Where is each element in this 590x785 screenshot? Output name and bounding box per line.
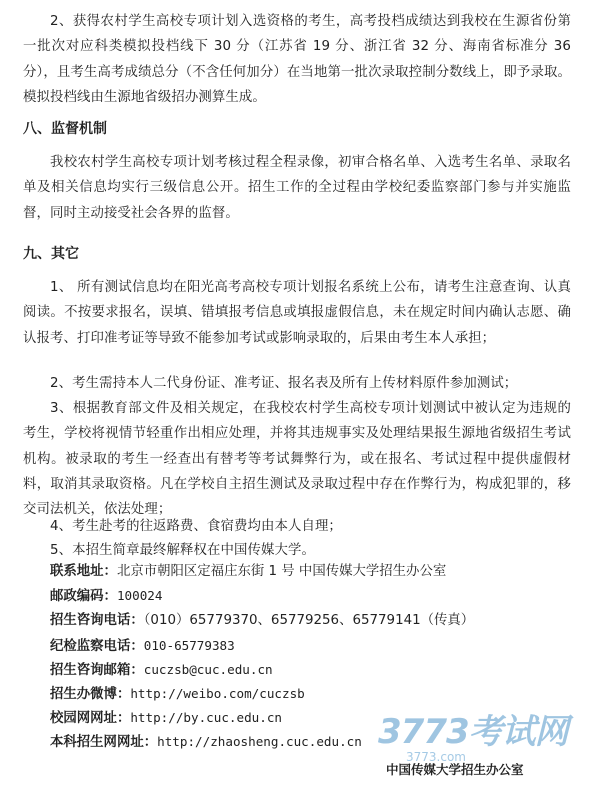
section-9-item-1: 1、 所有测试信息均在阳光高考高校专项计划报名系统上公布，请考生注意查询、认真阅读。不按要求报名，误填、错填报考信息或填报虚假信息，未在规定时间内确认志愿、确认报考、打印准考证等导致不能参加考试或影响录取的，后果由考生本人承担； [23, 280, 571, 346]
section-9-item-4: 4、考生赴考的往返路费、食宿费均由本人自理； [50, 519, 342, 534]
contact-label: 本科招生网网址： [50, 735, 158, 750]
section-9-heading: 九、其它 [23, 246, 79, 262]
section-8-heading: 八、监督机制 [23, 121, 107, 137]
contact-value: http://weibo.com/cuczsb [130, 686, 305, 701]
section-9-item-5: 5、本招生简章最终解释权在中国传媒大学。 [50, 543, 315, 558]
contact-label: 纪检监察电话： [50, 639, 144, 654]
section-9-item-2: 2、考生需持本人二代身份证、准考证、报名表及所有上传材料原件参加测试； [50, 376, 518, 391]
contact-campus-site [50, 708, 282, 729]
contact-phone [50, 611, 474, 631]
section-7-paragraph-2: 2、获得农村学生高校专项计划入选资格的考生，高考投档成绩达到我校在生源省份第一批次对应科类模拟投档线下 30 分（江苏省 19 分、浙江省 32 分、海南省标准分 36 分），且考生高考成绩总分（不含任何加分）在当地第一批次录取控制分数线上，即予录取。模拟投档线由生源地省级招办测算生成。 [23, 14, 571, 105]
contact-value: （010）65779370、65779256、65779141（传真） [143, 613, 475, 628]
watermark-domain: 3773.com [406, 750, 466, 764]
contact-weibo [50, 684, 305, 705]
contact-value: cuczsb@cuc.edu.cn [143, 662, 273, 677]
contact-label: 招生办微博： [50, 687, 131, 702]
watermark-brand: 3773考试网 [378, 712, 568, 752]
section-9-item-3: 3、根据教育部文件及相关规定，在我校农村学生高校专项计划测试中被认定为违规的考生，学校将视情节轻重作出相应处理，并将其违规事实及处理结果报生源地省级招生考试机构。被录取的考生一经查出有替考等考试舞弊行为，或在报名、考试过程中提供虚假材料，取消其录取资格。凡在学校自主招生测试及录取过程中存在作弊行为，构成犯罪的，移交司法机关，依法处理； [23, 401, 571, 518]
contact-label: 联系地址： [50, 564, 117, 579]
contact-value: http://zhaosheng.cuc.edu.cn [157, 734, 362, 749]
signature: 中国传媒大学招生办公室 [386, 762, 524, 777]
contact-label: 招生咨询电话： [50, 613, 144, 628]
contact-value: http://by.cuc.edu.cn [130, 710, 282, 725]
contact-discipline-phone [50, 636, 235, 657]
contact-postcode [50, 586, 162, 607]
contact-label: 邮政编码： [50, 589, 117, 604]
contact-label: 招生咨询邮箱： [50, 663, 144, 678]
contact-label: 校园网网址： [50, 711, 131, 726]
contact-address [50, 562, 446, 582]
contact-email [50, 660, 273, 681]
contact-value: 100024 [116, 588, 163, 603]
contact-value: 北京市朝阳区定福庄东街 1 号 中国传媒大学招生办公室 [116, 564, 447, 579]
section-8-paragraph: 我校农村学生高校专项计划考核过程全程录像，初审合格名单、入选考生名单、录取名单及相关信息均实行三级信息公开。招生工作的全过程由学校纪委监察部门参与并实施监督，同时主动接受社会各界的监督。 [23, 155, 571, 221]
contact-value: 010-65779383 [143, 638, 235, 653]
contact-admissions-site [50, 732, 362, 753]
